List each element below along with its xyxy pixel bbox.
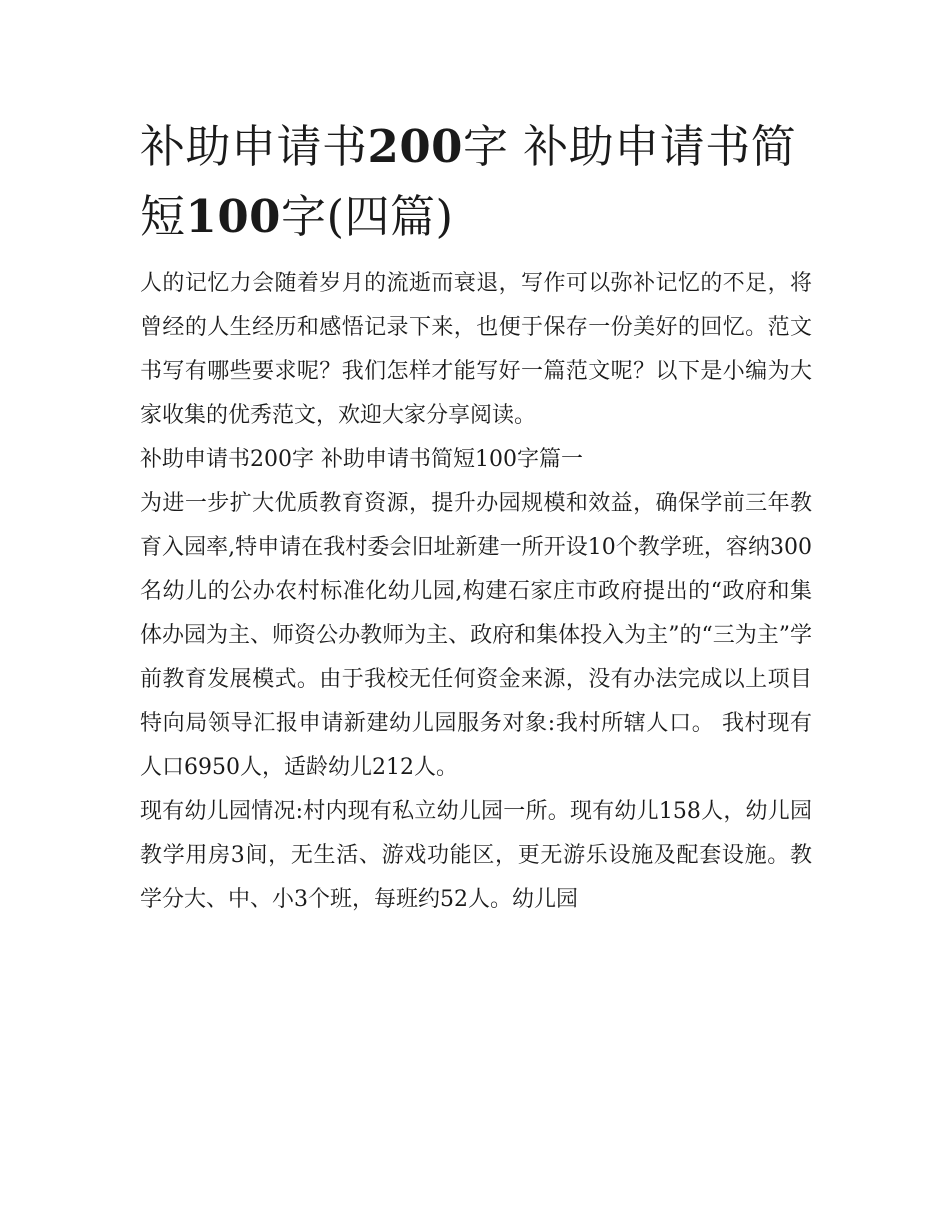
document-page <box>140 112 812 922</box>
document-body <box>140 262 812 922</box>
document-title: 补助申请书200字 补助申请书简短100字(四篇) <box>140 120 797 243</box>
intro-paragraph: 人的记忆力会随着岁月的流逝而衰退，写作可以弥补记忆的不足，将曾经的人生经历和感悟记录下来，也便于保存一份美好的回忆。范文书写有哪些要求呢？我们怎样才能写好一篇范文呢？以下是小编为大家收集的优秀范文，欢迎大家分享阅读。 <box>140 271 812 428</box>
body-paragraph: 现有幼儿园情况:村内现有私立幼儿园一所。现有幼儿158人，幼儿园教学用房3间，无生活、游戏功能区，更无游乐设施及配套设施。教学分大、中、小3个班，每班约52人。幼儿园 <box>140 799 812 912</box>
body-paragraph: 为进一步扩大优质教育资源，提升办园规模和效益，确保学前三年教育入园率,特申请在我村委会旧址新建一所开设10个教学班，容纳300名幼儿的公办农村标准化幼儿园,构建石家庄市政府提出的“政府和集体办园为主、师资公办教师为主、政府和集体投入为主”的“三为主”学前教育发展模式。由于我校无任何资金来源，没有办法完成以上项目特向局领导汇报申请新建幼儿园服务对象:我村所辖人口。 我村现有人口6950人，适龄幼儿212人。 <box>140 491 812 780</box>
section-heading: 补助申请书200字 补助申请书简短100字篇一 <box>140 447 583 472</box>
